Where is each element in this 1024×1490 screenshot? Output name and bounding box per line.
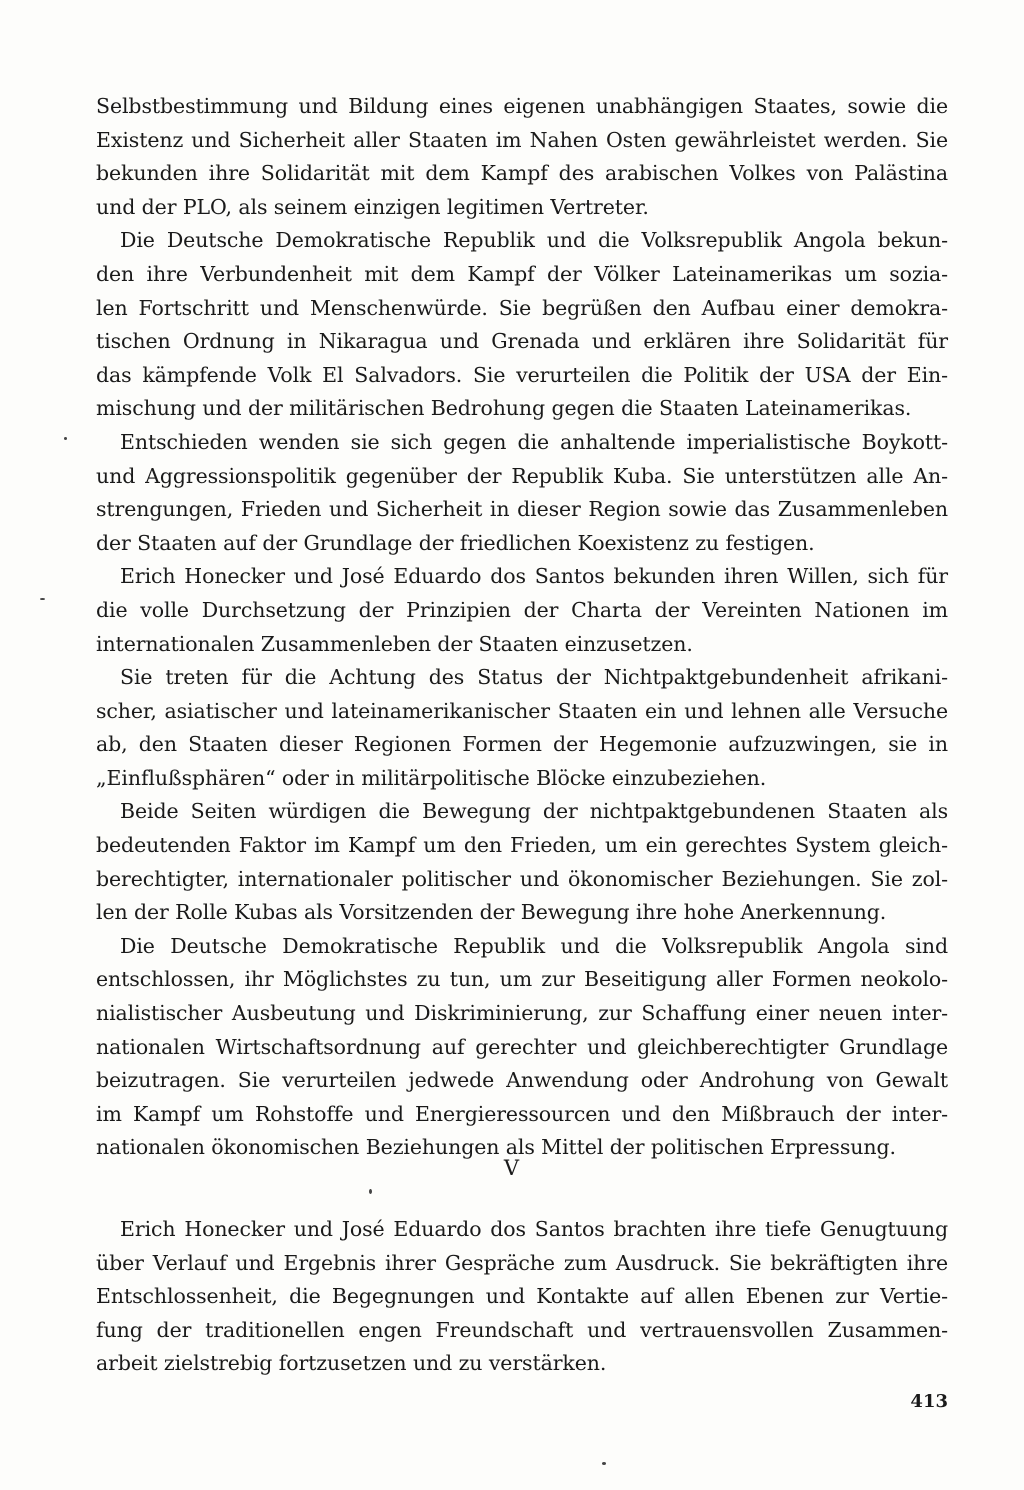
text-line: len der Rolle Kubas als Vorsitzenden der Bewegung ihre hohe Anerkennung. [96,900,887,925]
text-line: scher, asiatischer und lateinamerikanischer Staaten ein und lehnen alle Versuche [96,698,948,723]
text-line: mischung und der militärischen Bedrohung gegen die Staaten Lateinamerikas. [96,396,912,421]
text-line: der Staaten auf der Grundlage der friedlichen Koexistenz zu festigen. [96,530,815,555]
text-line: das kämpfende Volk El Salvadors. Sie verurteilen die Politik der USA der Ein- [96,362,948,387]
text-line: len Fortschritt und Menschenwürde. Sie begrüßen den Aufbau einer demokra- [96,295,948,320]
text-line: über Verlauf und Ergebnis ihrer Gespräche zum Ausdruck. Sie bekräftigten ihre [96,1250,948,1275]
text-line: fung der traditionellen engen Freundschaft und vertrauensvollen Zusammen- [96,1317,948,1342]
text-line: Beide Seiten würdigen die Bewegung der nichtpaktgebundenen Staaten als [120,799,948,824]
text-line: Erich Honecker und José Eduardo dos Santos brachten ihre tiefe Genugtuung [120,1217,948,1241]
text-line: Die Deutsche Demokratische Republik und die Volksrepublik Angola bekun- [120,228,948,253]
text-line: nialistischer Ausbeutung und Diskriminierung, zur Schaffung einer neuen inter- [96,1001,948,1026]
text-line: internationalen Zusammenleben der Staaten einzusetzen. [96,631,693,656]
text-line: Entschlossenheit, die Begegnungen und Kontakte auf allen Ebenen zur Vertie- [96,1284,948,1309]
text-line: bekunden ihre Solidarität mit dem Kampf des arabischen Volkes von Palästina [96,161,948,186]
scan-speck [602,1462,606,1465]
scan-speck [40,598,45,600]
scan-speck [369,1189,372,1194]
paragraph-3 [96,426,948,560]
body-text-block-2 [96,1213,948,1381]
section-heading: V [503,1156,521,1180]
text-line: entschlossen, ihr Möglichstes zu tun, um zur Beseitigung aller Formen neokolo- [96,967,948,992]
page-number: 413 [910,1391,948,1412]
text-line: nationalen Wirtschaftsordnung auf gerechter und gleichberechtigter Grundlage [96,1034,948,1059]
text-line: bedeutenden Faktor im Kampf um den Frieden, um ein gerechtes System gleich- [96,833,948,858]
paragraph-2 [96,224,948,426]
text-line: Die Deutsche Demokratische Republik und die Volksrepublik Angola sind [120,933,948,958]
paragraph-7 [96,930,948,1165]
paragraph-1 [96,90,948,224]
text-line: beizutragen. Sie verurteilen jedwede Anwendung oder Androhung von Gewalt [96,1068,948,1093]
text-line: den ihre Verbundenheit mit dem Kampf der Völker Lateinamerikas um sozia- [96,261,948,286]
text-line: nationalen ökonomischen Beziehungen als Mittel der politischen Erpressung. [96,1135,896,1160]
text-line: arbeit zielstrebig fortzusetzen und zu verstärken. [96,1351,607,1376]
paragraph-5 [96,661,948,795]
text-line: tischen Ordnung in Nikaragua und Grenada und erklären ihre Solidarität für [96,329,948,354]
paragraph-8 [96,1213,948,1381]
text-line: Erich Honecker und José Eduardo dos Santos bekunden ihren Willen, sich für [120,564,948,589]
text-line: berechtigter, internationaler politischer und ökonomischer Beziehungen. Sie zol- [96,866,948,891]
text-line: Entschieden wenden sie sich gegen die anhaltende imperialistische Boykott- [120,429,948,454]
text-line: strengungen, Frieden und Sicherheit in dieser Region sowie das Zusammenleben [96,497,948,522]
text-line: die volle Durchsetzung der Prinzipien der Charta der Vereinten Nationen im [96,597,948,622]
paragraph-6 [96,795,948,929]
text-line: und der PLO, als seinem einzigen legitimen Vertreter. [96,194,649,219]
text-line: „Einflußsphären“ oder in militärpolitische Blöcke einzubeziehen. [96,765,767,790]
text-line: und Aggressionspolitik gegenüber der Republik Kuba. Sie unterstützen alle An- [96,463,948,488]
scan-speck [64,437,67,440]
text-line: Existenz und Sicherheit aller Staaten im Nahen Osten gewährleistet werden. Sie [96,127,948,152]
text-line: ab, den Staaten dieser Regionen Formen der Hegemonie aufzuzwingen, sie in [96,732,948,757]
body-text-block-1 [96,90,948,1165]
text-line: Sie treten für die Achtung des Status der Nichtpaktgebundenheit afrikani- [120,665,948,690]
paragraph-4 [96,560,948,661]
text-line: im Kampf um Rohstoffe und Energieressourcen und den Mißbrauch der inter- [96,1101,948,1126]
text-line: Selbstbestimmung und Bildung eines eigenen unabhängigen Staates, sowie die [96,94,948,118]
